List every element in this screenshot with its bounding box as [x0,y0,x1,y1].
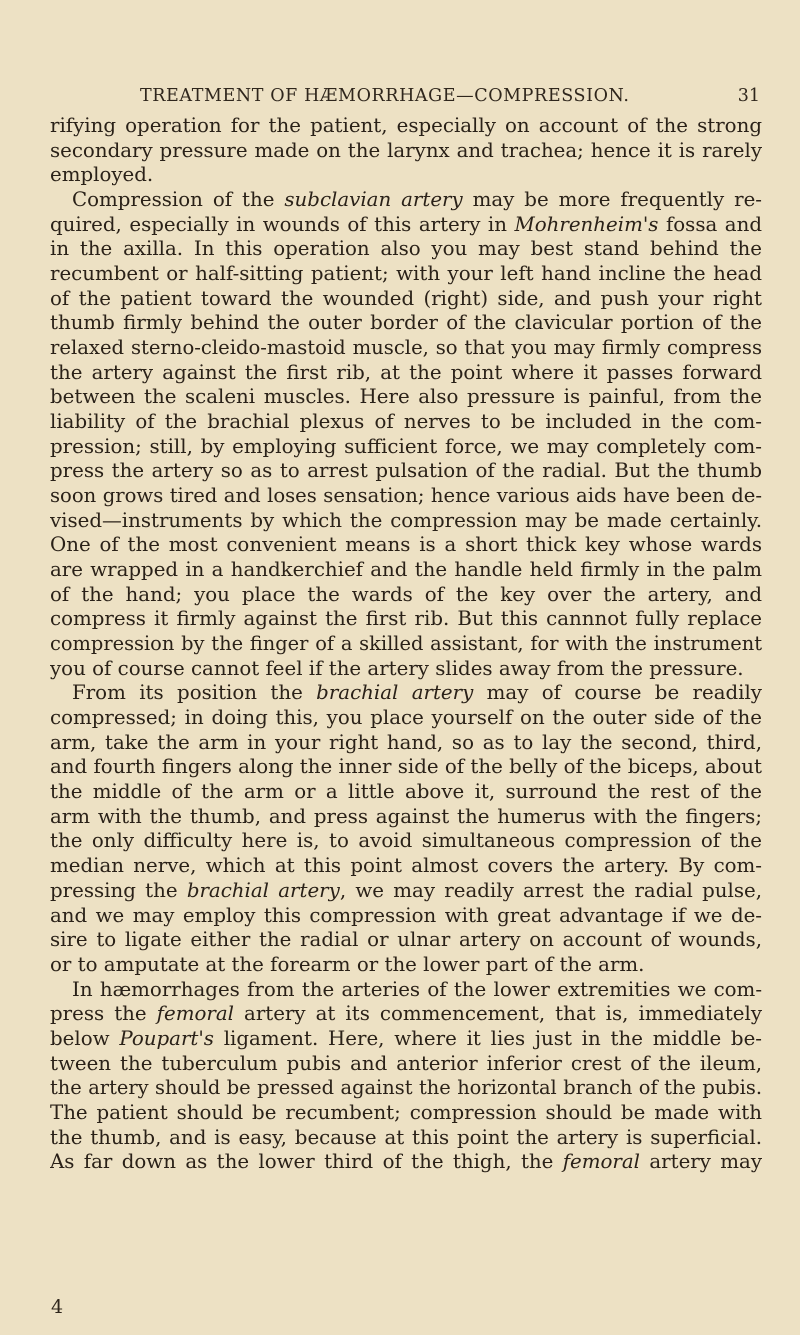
text-line: the only difficulty here is, to avoid simultaneous compression of the [50,829,762,853]
text-line: The patient should be recumbent; compression should be made with [50,1100,762,1124]
text-line: compression by the finger of a skilled assistant, for with the instrument [50,632,762,656]
text-line: you of course cannot feel if the artery slides away from the pressure. [50,656,744,680]
body-text [50,114,762,1175]
text-line: recumbent or half-sitting patient; with your left hand incline the head [50,262,762,286]
text-line: between the scaleni muscles. Here also pressure is painful, from the [50,385,762,409]
text-line: and fourth fingers along the inner side of the belly of the biceps, about [50,755,762,779]
text-line: quired, especially in wounds of this artery in Mohrenheim's fossa and [50,212,762,236]
text-line: the middle of the arm or a little above it, surround the rest of the [50,780,762,804]
page-number: 31 [737,86,760,106]
text-line: relaxed sterno-cleido-mastoid muscle, so that you may firmly compress [50,336,762,360]
text-line: employed. [50,163,154,187]
text-line: the artery against the first rib, at the point where it passes forward [50,360,762,384]
text-line: sire to ligate either the radial or ulnar artery on account of wounds, [50,928,762,952]
text-line: vised—instruments by which the compression may be made certainly. [50,508,762,532]
text-line: median nerve, which at this point almost covers the artery. By com- [50,854,762,878]
text-line: are wrapped in a handkerchief and the handle held firmly in the palm [50,558,762,582]
text-line: press the artery so as to arrest pulsation of the radial. But the thumb [50,459,762,483]
text-line: compressed; in doing this, you place yourself on the outer side of the [50,706,762,730]
text-line: press the femoral artery at its commencement, that is, immediately [50,1002,762,1026]
text-line: the thumb, and is easy, because at this point the artery is superficial. [50,1125,762,1149]
text-line: below Poupart's ligament. Here, where it lies just in the middle be- [50,1026,762,1050]
text-line: thumb firmly behind the outer border of the clavicular portion of the [50,311,762,335]
text-line: and we may employ this compression with great advantage if we de- [50,903,762,927]
text-line: From its position the brachial artery may of course be readily [72,681,762,705]
text-line: of the patient toward the wounded (right) side, and push your right [50,286,762,310]
text-line: pression; still, by employing sufficient force, we may completely com- [50,434,762,458]
running-head-title: TREATMENT OF HÆMORRHAGE—COMPRESSION. [140,86,630,106]
text-line: As far down as the lower third of the thigh, the femoral artery may [50,1150,762,1174]
text-line: arm, take the arm in your right hand, so as to lay the second, third, [50,730,762,754]
text-line: Compression of the subclavian artery may be more frequently re- [72,188,762,212]
running-header [140,86,760,114]
text-line: In hæmorrhages from the arteries of the lower extremities we com- [72,977,762,1001]
text-line: rifying operation for the patient, especially on account of the strong [50,114,762,137]
text-line: of the hand; you place the wards of the key over the artery, and [50,582,762,606]
text-line: in the axilla. In this operation also you may best stand behind the [50,237,762,261]
text-line: or to amputate at the forearm or the lower part of the arm. [50,952,645,976]
text-line: secondary pressure made on the larynx and trachea; hence it is rarely [50,138,762,162]
text-line: the artery should be pressed against the horizontal branch of the pubis. [50,1076,762,1100]
text-line: pressing the brachial artery, we may readily arrest the radial pulse, [50,878,762,902]
text-line: liability of the brachial plexus of nerves to be included in the com- [50,410,762,434]
signature-mark: 4 [51,1296,64,1318]
text-line: arm with the thumb, and press against the humerus with the fingers; [50,804,762,828]
text-line: One of the most convenient means is a short thick key whose wards [50,533,762,557]
text-line: tween the tuberculum pubis and anterior inferior crest of the ileum, [50,1051,762,1075]
text-line: compress it firmly against the first rib. But this cannnot fully replace [50,607,762,631]
text-line: soon grows tired and loses sensation; hence various aids have been de- [50,484,762,508]
